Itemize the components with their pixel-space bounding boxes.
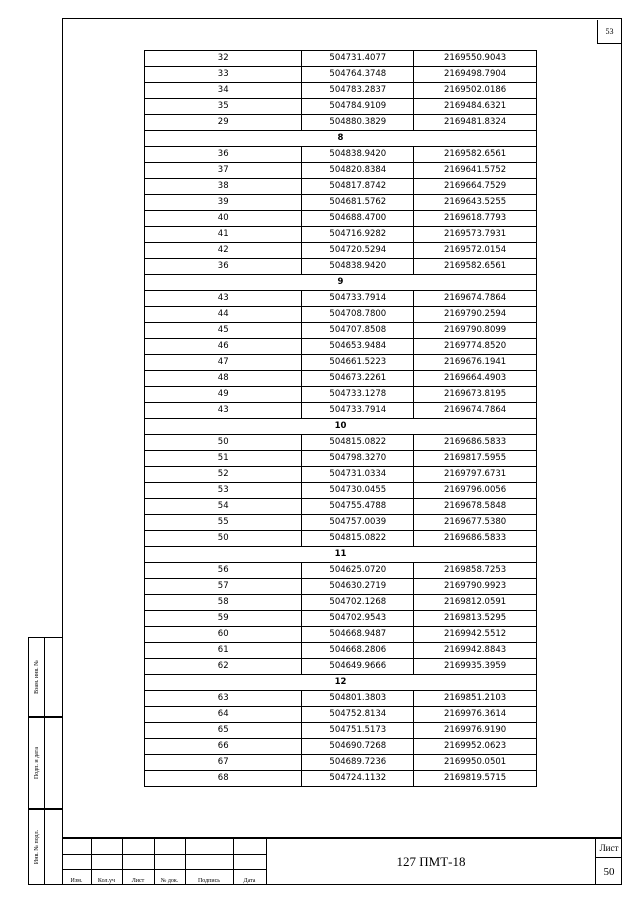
coord-x: 504707.8508 xyxy=(302,323,414,339)
coord-y: 2169573.7931 xyxy=(414,227,537,243)
point-number: 42 xyxy=(145,243,302,259)
point-number: 64 xyxy=(145,707,302,723)
point-number: 50 xyxy=(145,435,302,451)
corner-page-number: 53 xyxy=(597,20,621,44)
side-strip-inv xyxy=(28,809,62,885)
coord-y: 2169673.8195 xyxy=(414,387,537,403)
table-row xyxy=(145,83,537,99)
col-label-izm: Изм. xyxy=(70,878,83,884)
point-number: 68 xyxy=(145,771,302,787)
group-header-row xyxy=(145,419,537,435)
coord-x: 504757.0039 xyxy=(302,515,414,531)
point-number: 59 xyxy=(145,611,302,627)
group-header-row xyxy=(145,675,537,691)
point-number: 47 xyxy=(145,355,302,371)
point-number: 58 xyxy=(145,595,302,611)
coordinates-table-body xyxy=(145,51,537,787)
coord-y: 2169641.5752 xyxy=(414,163,537,179)
table-row xyxy=(145,99,537,115)
table-row xyxy=(145,387,537,403)
coord-x: 504673.2261 xyxy=(302,371,414,387)
point-number: 33 xyxy=(145,67,302,83)
coord-y: 2169618.7793 xyxy=(414,211,537,227)
coordinates-table xyxy=(144,50,537,787)
coord-y: 2169643.5255 xyxy=(414,195,537,211)
coord-x: 504630.2719 xyxy=(302,579,414,595)
coord-y: 2169817.5955 xyxy=(414,451,537,467)
point-number: 40 xyxy=(145,211,302,227)
coord-y: 2169674.7864 xyxy=(414,403,537,419)
coord-x: 504752.8134 xyxy=(302,707,414,723)
table-row xyxy=(145,531,537,547)
group-header-row xyxy=(145,547,537,563)
coord-y: 2169676.1941 xyxy=(414,355,537,371)
table-row xyxy=(145,195,537,211)
point-number: 39 xyxy=(145,195,302,211)
coord-x: 504731.4077 xyxy=(302,51,414,67)
col-label-ndok: № док. xyxy=(160,878,179,884)
sheet-label: Лист xyxy=(596,839,622,858)
coord-x: 504815.0822 xyxy=(302,531,414,547)
coord-x: 504815.0822 xyxy=(302,435,414,451)
coord-y: 2169812.0591 xyxy=(414,595,537,611)
point-number: 45 xyxy=(145,323,302,339)
coord-x: 504801.3803 xyxy=(302,691,414,707)
table-row xyxy=(145,659,537,675)
point-number: 53 xyxy=(145,483,302,499)
coord-x: 504838.9420 xyxy=(302,147,414,163)
coord-y: 2169686.5833 xyxy=(414,435,537,451)
coord-y: 2169572.0154 xyxy=(414,243,537,259)
coord-x: 504731.0334 xyxy=(302,467,414,483)
coord-y: 2169950.0501 xyxy=(414,755,537,771)
coord-x: 504690.7268 xyxy=(302,739,414,755)
table-row xyxy=(145,579,537,595)
table-row xyxy=(145,739,537,755)
coord-x: 504689.7236 xyxy=(302,755,414,771)
coord-y: 2169813.5295 xyxy=(414,611,537,627)
point-number: 35 xyxy=(145,99,302,115)
table-row xyxy=(145,243,537,259)
point-number: 51 xyxy=(145,451,302,467)
col-label-data: Дата xyxy=(243,878,256,884)
point-number: 29 xyxy=(145,115,302,131)
table-row xyxy=(145,115,537,131)
point-number: 65 xyxy=(145,723,302,739)
coord-y: 2169674.7864 xyxy=(414,291,537,307)
point-number: 57 xyxy=(145,579,302,595)
side-label-podp: Подп. и дата xyxy=(34,746,40,780)
document-designation: 127 ПМТ-18 xyxy=(266,839,596,885)
col-label-list: Лист xyxy=(131,878,145,884)
coord-x: 504751.5173 xyxy=(302,723,414,739)
point-number: 32 xyxy=(145,51,302,67)
coord-y: 2169976.9190 xyxy=(414,723,537,739)
group-number: 11 xyxy=(145,547,537,563)
coord-x: 504668.9487 xyxy=(302,627,414,643)
coord-y: 2169484.6321 xyxy=(414,99,537,115)
table-row xyxy=(145,451,537,467)
coord-y: 2169664.4903 xyxy=(414,371,537,387)
table-row xyxy=(145,755,537,771)
point-number: 34 xyxy=(145,83,302,99)
coord-x: 504702.9543 xyxy=(302,611,414,627)
table-row xyxy=(145,323,537,339)
coord-x: 504688.4700 xyxy=(302,211,414,227)
coord-y: 2169686.5833 xyxy=(414,531,537,547)
sheet-box xyxy=(596,839,622,885)
coord-y: 2169664.7529 xyxy=(414,179,537,195)
coord-x: 504702.1268 xyxy=(302,595,414,611)
coord-x: 504764.3748 xyxy=(302,67,414,83)
table-row xyxy=(145,483,537,499)
table-row xyxy=(145,147,537,163)
coord-x: 504838.9420 xyxy=(302,259,414,275)
coord-y: 2169942.5512 xyxy=(414,627,537,643)
table-row xyxy=(145,563,537,579)
sheet-number: 50 xyxy=(603,865,615,878)
point-number: 54 xyxy=(145,499,302,515)
coord-y: 2169797.6731 xyxy=(414,467,537,483)
group-header-row xyxy=(145,275,537,291)
group-number: 12 xyxy=(145,675,537,691)
coord-x: 504733.7914 xyxy=(302,291,414,307)
table-row xyxy=(145,307,537,323)
coord-y: 2169790.2594 xyxy=(414,307,537,323)
table-row xyxy=(145,611,537,627)
coord-y: 2169550.9043 xyxy=(414,51,537,67)
side-strip-vzam xyxy=(28,637,62,717)
table-row xyxy=(145,51,537,67)
coord-y: 2169481.8324 xyxy=(414,115,537,131)
coord-x: 504649.9666 xyxy=(302,659,414,675)
table-row xyxy=(145,211,537,227)
point-number: 37 xyxy=(145,163,302,179)
coord-x: 504653.9484 xyxy=(302,339,414,355)
point-number: 60 xyxy=(145,627,302,643)
point-number: 44 xyxy=(145,307,302,323)
coord-x: 504724.1132 xyxy=(302,771,414,787)
point-number: 56 xyxy=(145,563,302,579)
coord-x: 504681.5762 xyxy=(302,195,414,211)
coord-y: 2169976.3614 xyxy=(414,707,537,723)
table-row xyxy=(145,371,537,387)
group-header-row xyxy=(145,131,537,147)
point-number: 43 xyxy=(145,403,302,419)
point-number: 36 xyxy=(145,147,302,163)
coord-y: 2169796.0056 xyxy=(414,483,537,499)
coord-x: 504668.2806 xyxy=(302,643,414,659)
point-number: 36 xyxy=(145,259,302,275)
table-row xyxy=(145,643,537,659)
group-number: 10 xyxy=(145,419,537,435)
coord-x: 504625.0720 xyxy=(302,563,414,579)
coord-x: 504817.8742 xyxy=(302,179,414,195)
table-row xyxy=(145,163,537,179)
table-row xyxy=(145,179,537,195)
point-number: 48 xyxy=(145,371,302,387)
revision-grid xyxy=(62,839,266,885)
table-row xyxy=(145,707,537,723)
group-number: 8 xyxy=(145,131,537,147)
side-label-vzam: Взам. инв. № xyxy=(34,660,40,694)
col-label-koluch: Кол.уч xyxy=(97,878,116,884)
point-number: 38 xyxy=(145,179,302,195)
coord-x: 504716.9282 xyxy=(302,227,414,243)
coord-x: 504755.4788 xyxy=(302,499,414,515)
coord-y: 2169582.6561 xyxy=(414,147,537,163)
point-number: 49 xyxy=(145,387,302,403)
title-block xyxy=(62,837,622,885)
coord-x: 504784.9109 xyxy=(302,99,414,115)
coord-x: 504880.3829 xyxy=(302,115,414,131)
coord-y: 2169942.8843 xyxy=(414,643,537,659)
coord-y: 2169819.5715 xyxy=(414,771,537,787)
point-number: 62 xyxy=(145,659,302,675)
point-number: 52 xyxy=(145,467,302,483)
table-row xyxy=(145,467,537,483)
coord-x: 504783.2837 xyxy=(302,83,414,99)
table-row xyxy=(145,595,537,611)
point-number: 66 xyxy=(145,739,302,755)
point-number: 67 xyxy=(145,755,302,771)
group-number: 9 xyxy=(145,275,537,291)
table-row xyxy=(145,259,537,275)
table-row xyxy=(145,627,537,643)
table-row xyxy=(145,435,537,451)
point-number: 63 xyxy=(145,691,302,707)
coord-y: 2169678.5848 xyxy=(414,499,537,515)
point-number: 61 xyxy=(145,643,302,659)
side-label-inv: Инв. № подл. xyxy=(34,829,40,865)
table-row xyxy=(145,499,537,515)
point-number: 50 xyxy=(145,531,302,547)
coord-y: 2169851.2103 xyxy=(414,691,537,707)
coord-x: 504720.5294 xyxy=(302,243,414,259)
coord-y: 2169858.7253 xyxy=(414,563,537,579)
table-row xyxy=(145,771,537,787)
point-number: 46 xyxy=(145,339,302,355)
coord-x: 504708.7800 xyxy=(302,307,414,323)
table-row xyxy=(145,691,537,707)
side-strip-podp xyxy=(28,717,62,809)
coord-y: 2169952.0623 xyxy=(414,739,537,755)
col-label-podpis: Подпись xyxy=(197,878,221,884)
point-number: 41 xyxy=(145,227,302,243)
point-number: 55 xyxy=(145,515,302,531)
coord-x: 504820.8384 xyxy=(302,163,414,179)
table-row xyxy=(145,339,537,355)
table-row xyxy=(145,355,537,371)
coord-x: 504733.1278 xyxy=(302,387,414,403)
coord-x: 504661.5223 xyxy=(302,355,414,371)
coord-y: 2169790.8099 xyxy=(414,323,537,339)
table-row xyxy=(145,291,537,307)
coord-x: 504730.0455 xyxy=(302,483,414,499)
table-row xyxy=(145,227,537,243)
coord-y: 2169774.8520 xyxy=(414,339,537,355)
coord-x: 504733.7914 xyxy=(302,403,414,419)
point-number: 43 xyxy=(145,291,302,307)
table-row xyxy=(145,403,537,419)
coord-y: 2169582.6561 xyxy=(414,259,537,275)
table-row xyxy=(145,723,537,739)
coord-y: 2169677.5380 xyxy=(414,515,537,531)
coord-y: 2169498.7904 xyxy=(414,67,537,83)
table-row xyxy=(145,515,537,531)
coord-y: 2169790.9923 xyxy=(414,579,537,595)
coord-y: 2169935.3959 xyxy=(414,659,537,675)
table-row xyxy=(145,67,537,83)
coord-y: 2169502.0186 xyxy=(414,83,537,99)
coord-x: 504798.3270 xyxy=(302,451,414,467)
